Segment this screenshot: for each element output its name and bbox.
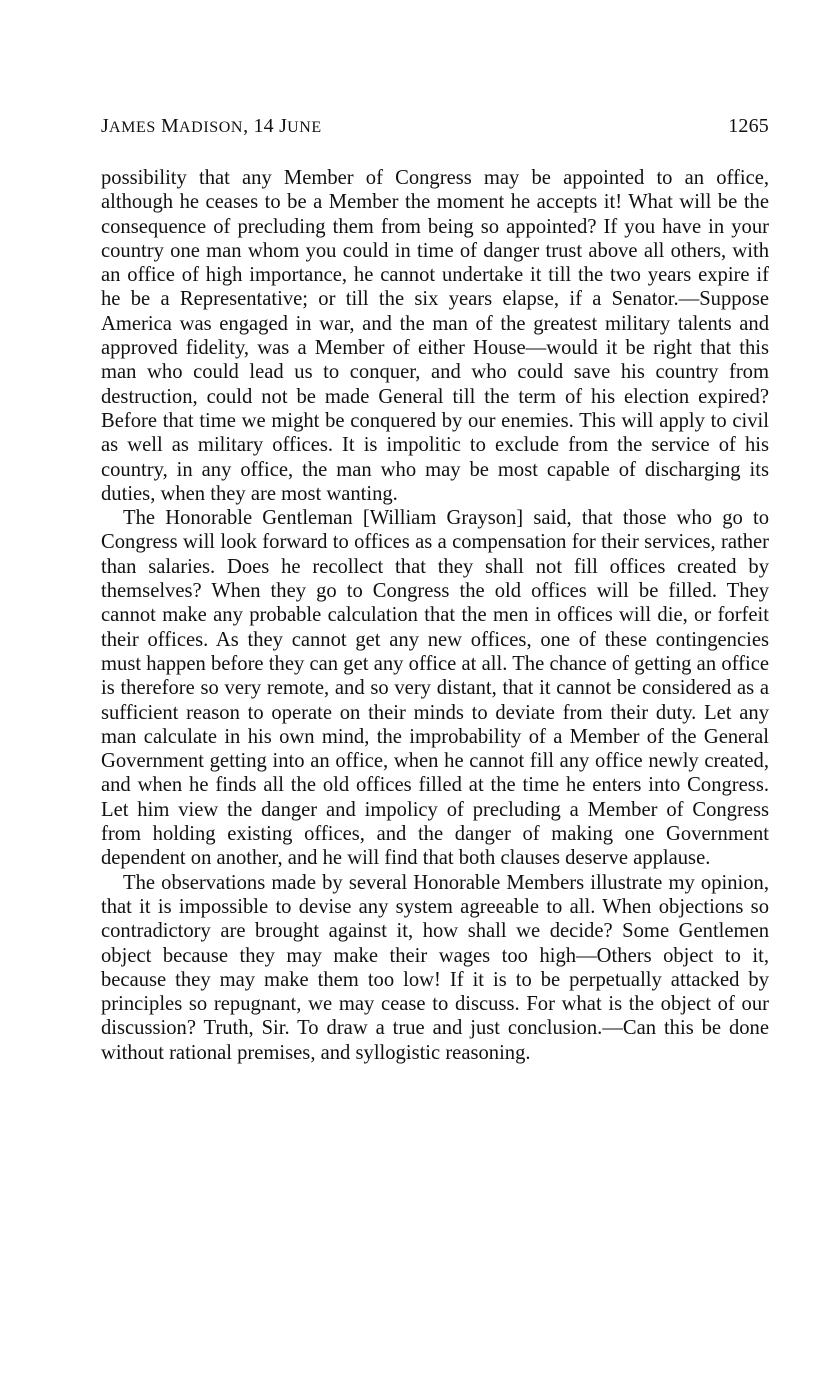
body-text [101,166,769,1065]
author-initial: J [101,115,109,137]
paragraph-observations: The observations made by several Honorable Members illustrate my opinion, that it is impossible to devise any system agreeable to all. When objections so contradictory are brought against it, how shall we decide? Some Gentlemen object because they may make their wages too high—Others object to it, because they may make them too low! If it is to be perpetually attacked by principles so repugnant, we may cease to discuss. For what is the object of our discussion? Truth, Sir. To draw a true and just conclusion.—Can this be done without rational premises, and syllogistic reasoning. [101,871,769,1064]
page-number: 1265 [728,115,769,137]
month-initial: J [279,115,288,137]
running-head [101,112,769,142]
name-rest: ADISON [179,119,244,136]
document-page [101,112,769,1065]
paragraph-continuation: possibility that any Member of Congress may be appointed to an office, although he ceases to be a Member the moment he accepts it! What will be the consequence of precluding them from being so appointed? If you have in your country one man whom you could in time of danger trust above all others, with an office of high importance, he cannot undertake it till the two years expire if he be a Representative; or till the six years elapse, if a Senator.—Suppose America was engaged in war, and the man of the greatest military talents and approved fidelity, was a Member of either House—would it be right that this man who could lead us to conquer, and who could save his country from destruction, could not be made General till the term of his election expired? Before that time we might be conquered by our enemies. This will apply to civil as well as military offices. It is impolitic to exclude from the service of his country, in any office, the man who may be most capable of discharging its duties, when they are most wanting. [101,167,769,505]
month-rest: UNE [287,119,322,136]
paragraph-grayson-reply: The Honorable Gentleman [William Grayson] said, that those who go to Congress will look forward to offices as a compensation for their services, rather than salaries. Does he recollect that they shall not fill offices created by themselves? When they go to Congress the old offices will be filled. They cannot make any probable calculation that the men in offices will die, or forfeit their offices. As they cannot get any new offices, one of these contingencies must happen before they can get any office at all. The chance of getting an office is therefore so very remote, and so very distant, that it cannot be considered as a sufficient reason to operate on their minds to deviate from their duty. Let any man calculate in his own mind, the improbability of a Member of the General Government getting into an office, when he cannot fill any office newly created, and when he finds all the old offices filled at the time he enters into Congress. Let him view the danger and impolicy of precluding a Member of Congress from holding existing offices, and the danger of making one Government dependent on another, and he will find that both clauses deserve applause. [101,507,769,870]
running-title [101,112,322,142]
name-initial: M [161,115,180,137]
date-day: , 14 [243,115,280,137]
author-rest: AMES [108,119,156,136]
